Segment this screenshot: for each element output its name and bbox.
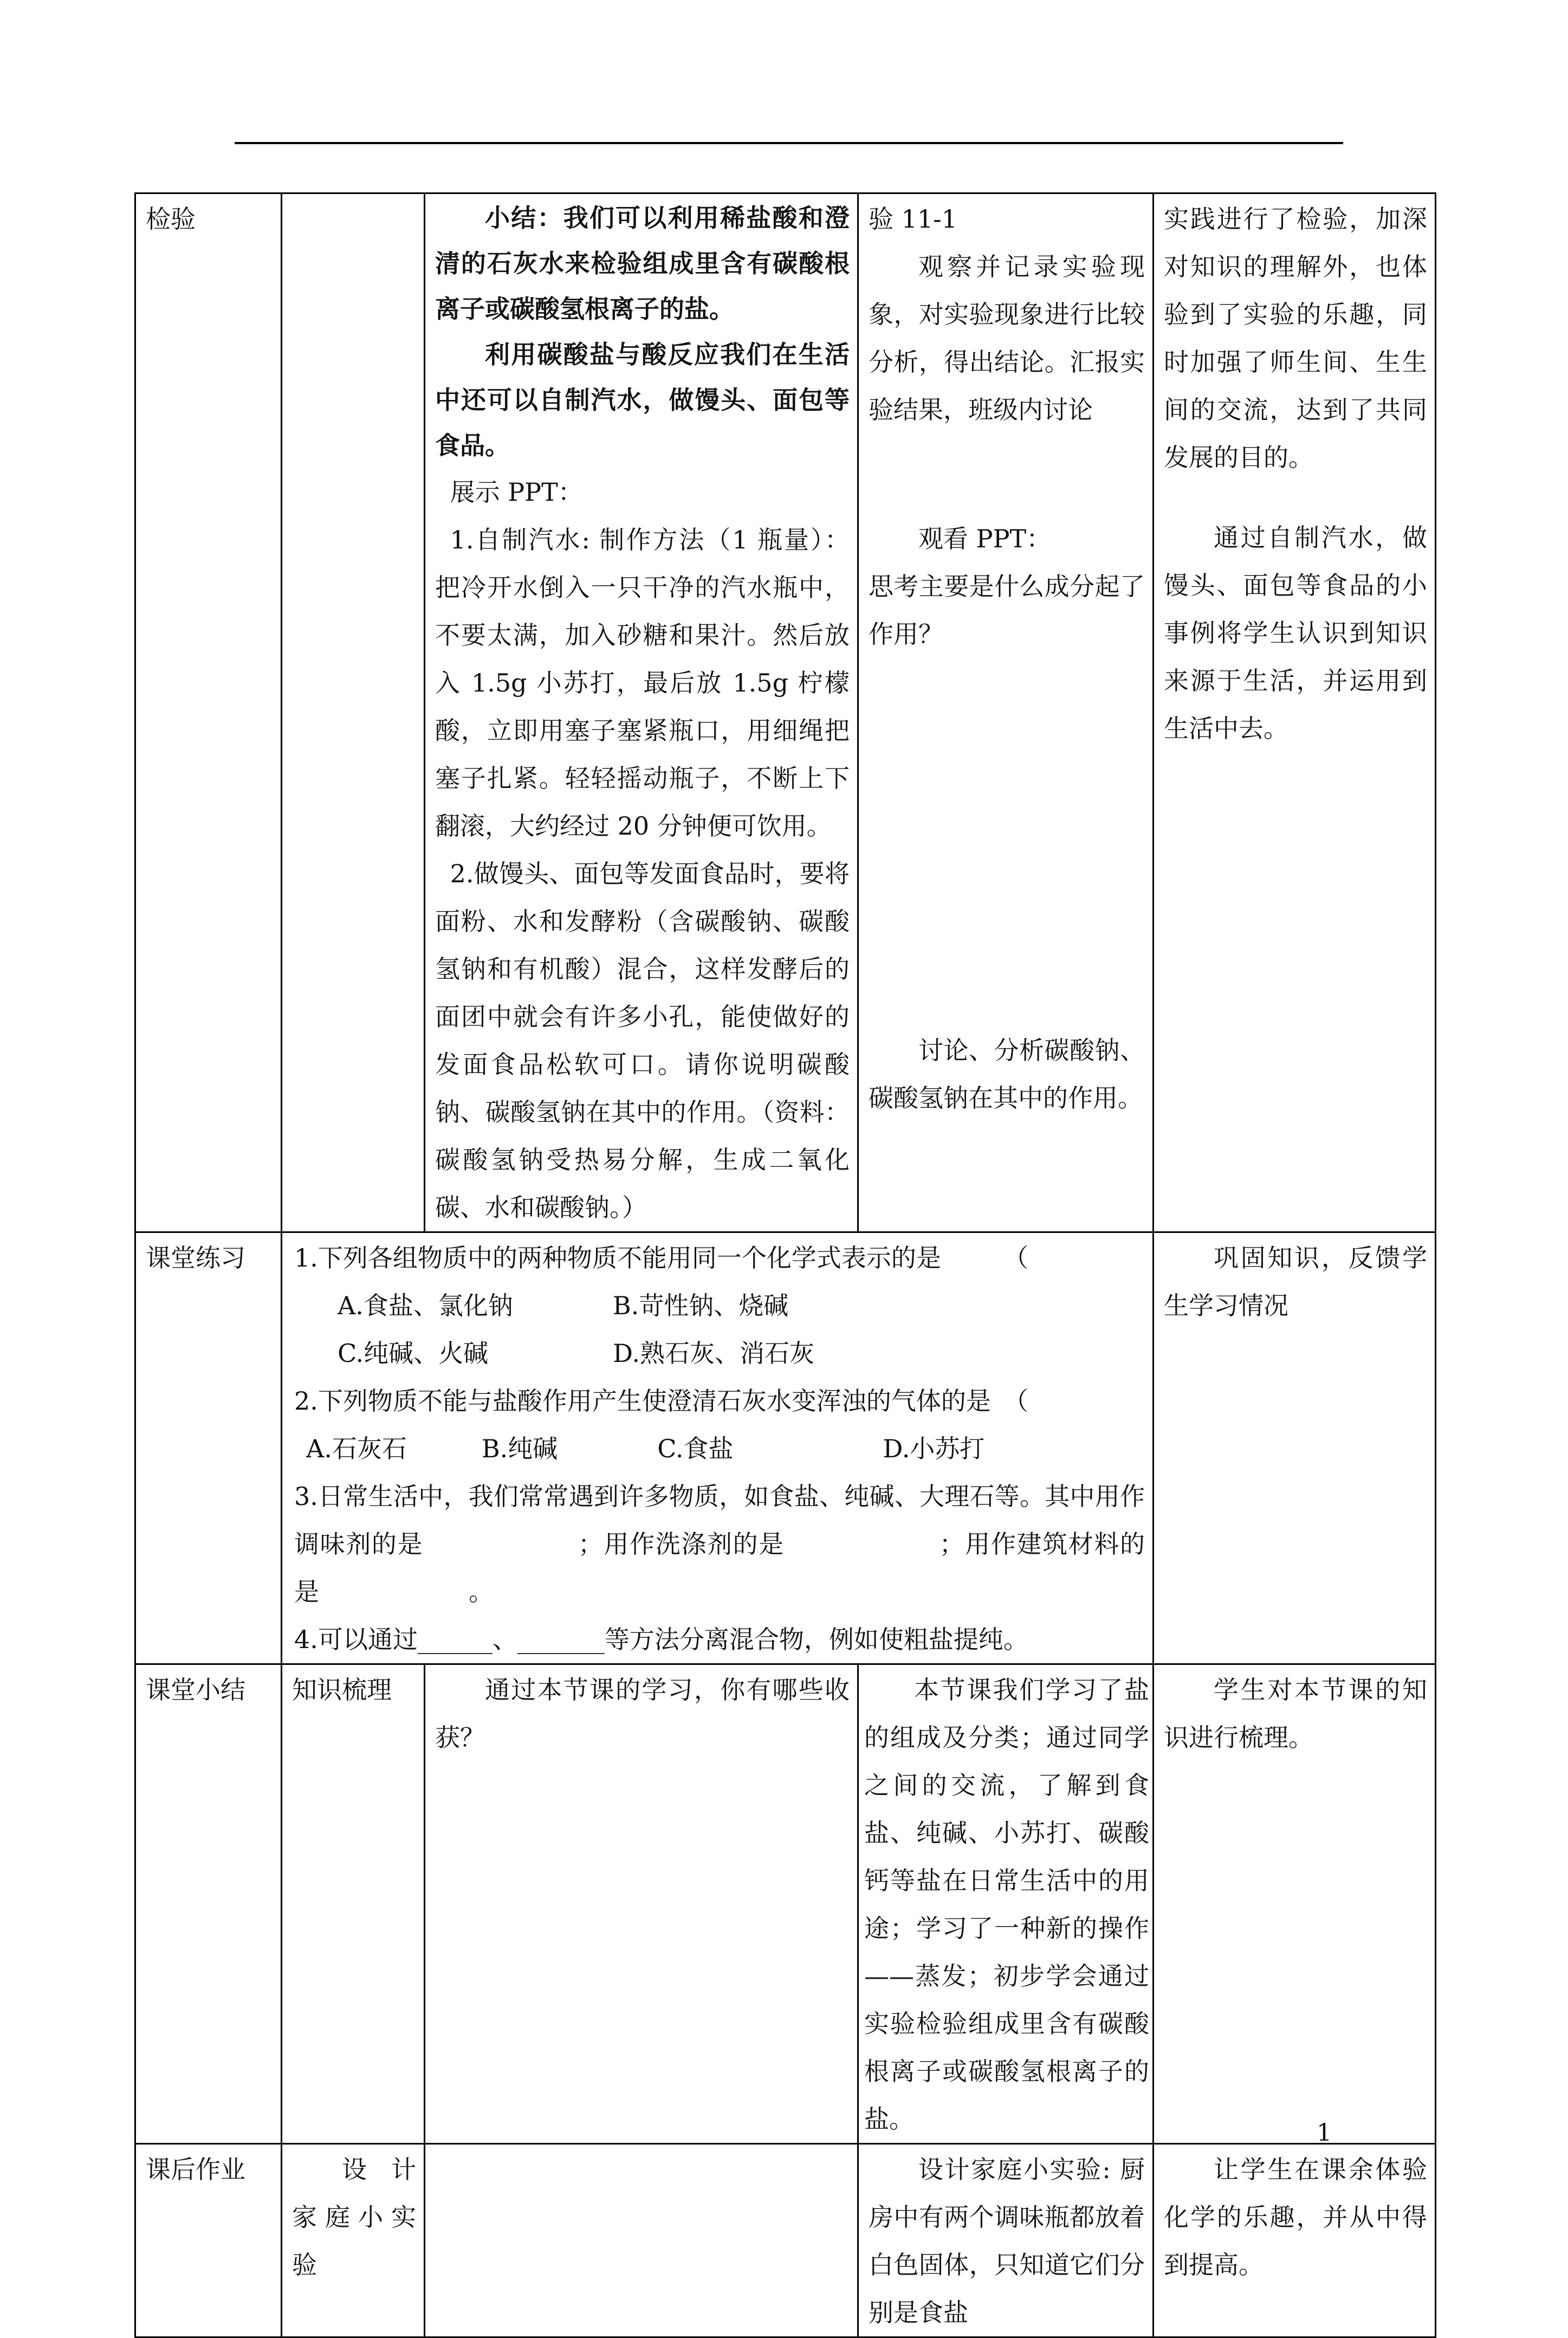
discuss-text: 讨论、分析碳酸钠、碳酸氢钠在其中的作用。 (869, 1036, 1145, 1113)
intent-paragraph-1: 实践进行了检验，加深对知识的理解外，也体验到了实验的乐趣，同时加强了师生间、生生间的交流，达到了共同发展的目的。 (1164, 204, 1427, 472)
summary-paragraph-2: 利用碳酸盐与酸反应我们在生活中还可以自制汽水，做馒头、面包等食品。 (435, 340, 850, 460)
sub-cell (282, 2144, 425, 2337)
row-jianyan (135, 193, 1436, 1232)
ppt-item-2: 2.做馒头、面包等发面食品时，要将面粉、水和发酵粉（含碳酸钠、碳酸氢钠和有机酸）混合，这样发酵后的面团中就会有许多小孔，能使做好的发面食品松软可口。请你说明碳酸钠、碳酸氢钠在其中的作用。（资料：碳酸氢钠受热易分解，生成二氧化碳、水和碳酸钠。） (435, 859, 850, 1222)
ppt-item-1: 1.自制汽水: 制作方法（1 瓶量）：把冷开水倒入一只干净的汽水瓶中，不要太满，加入砂糖和果汁。然后放入 1.5g 小苏打，最后放 1.5g 柠檬酸，立即用塞子塞紧瓶口，用细绳把塞子扎紧。轻轻摇动瓶子，不断上下翻滚，大约经过 20 分钟便可饮用。 (435, 525, 850, 841)
sub-cell (282, 193, 425, 1232)
teacher-activity-cell (425, 2144, 858, 2337)
row-label-cell (135, 1232, 282, 1664)
summary-answer: 本节课我们学习了盐的组成及分类；通过同学之间的交流，了解到食盐、纯碱、小苏打、碳酸钙等盐在日常生活中的用途；学习了一种新的操作——蒸发；初步学会通过实验检验组成里含有碳酸根离子或碳酸氢根离子的盐。 (864, 1675, 1149, 2134)
row-summary (135, 1664, 1436, 2144)
row-label: 检验 (146, 204, 196, 234)
intent-cell (1154, 2144, 1436, 2337)
sub-cell (282, 1664, 425, 2144)
teacher-activity-cell (425, 193, 858, 1232)
homework-intent: 让学生在课余体验化学的乐趣，并从中得到提高。 (1164, 2155, 1427, 2279)
page-number: 1 (1317, 2119, 1332, 2147)
homework-task: 设计家庭小实验: 厨房中有两个调味瓶都放着白色固体，只知道它们分别是食盐 (869, 2155, 1145, 2327)
watch-ppt: 观看 PPT： (918, 524, 1052, 553)
row-label-cell (135, 2144, 282, 2337)
intent-cell (1154, 193, 1436, 1232)
question-1: 1.下列各组物质中的两种物质不能用同一个化学式表示的是 （ (294, 1243, 1028, 1273)
intent-paragraph-2: 通过自制汽水，做馒头、面包等食品的小事例将学生认识到知识来源于生活，并运用到生活中去。 (1164, 523, 1427, 743)
practice-questions-cell (282, 1232, 1154, 1664)
student-activity-cell (858, 1664, 1154, 2144)
question-3: 3.日常生活中，我们常常遇到许多物质，如食盐、纯碱、大理石等。其中用作调味剂的是 ；用作洗涤剂的是 ；用作建筑材料的是 。 (294, 1482, 1145, 1606)
student-activity-cell (858, 193, 1154, 1232)
question-1-options-a: A.食盐、氯化钠 B.苛性钠、烧碱 (338, 1291, 789, 1320)
think-text: 思考主要是什么成分起了作用？ (869, 572, 1145, 649)
question-1-options-b: C.纯碱、火碱 D.熟石灰、消石灰 (338, 1339, 815, 1368)
row-practice (135, 1232, 1436, 1664)
row-label: 课后作业 (146, 2155, 245, 2184)
practice-intent: 巩固知识，反馈学生学习情况 (1164, 1243, 1427, 1320)
row-label-cell (135, 193, 282, 1232)
question-2: 2.下列物质不能与盐酸作用产生使澄清石灰水变浑浊的气体的是 （ (294, 1386, 1028, 1416)
question-2-options: A.石灰石 B.纯碱 C.食盐 D.小苏打 (306, 1434, 985, 1463)
intent-cell (1154, 1232, 1436, 1664)
sub-label: 设计家庭小实验 (292, 2155, 416, 2279)
header-rule (235, 142, 1343, 144)
question-4: 4.可以通过______、_______等方法分离混合物，例如使粗盐提纯。 (294, 1625, 1028, 1654)
lesson-plan-table (134, 192, 1436, 2338)
row-label-cell (135, 1664, 282, 2144)
row-label: 课堂小结 (146, 1675, 245, 1704)
sub-label: 知识梳理 (292, 1675, 392, 1704)
summary-question: 通过本节课的学习，你有哪些收获？ (435, 1675, 850, 1752)
student-activity-cell (858, 2144, 1154, 2337)
summary-paragraph-1: 小结：我们可以利用稀盐酸和澄清的石灰水来检验组成里含有碳酸根离子或碳酸氢根离子的盐。 (435, 203, 850, 324)
summary-intent: 学生对本节课的知识进行梳理。 (1164, 1675, 1427, 1752)
ppt-title: 展示 PPT： (450, 477, 583, 507)
row-homework (135, 2144, 1436, 2337)
experiment-ref: 验 11-1 (869, 204, 957, 234)
intent-cell (1154, 1664, 1436, 2144)
row-label: 课堂练习 (146, 1243, 245, 1273)
teacher-activity-cell (425, 1664, 858, 2144)
observe-text: 观察并记录实验现象，对实验现象进行比较分析，得出结论。汇报实验结果，班级内讨论 (869, 252, 1145, 424)
